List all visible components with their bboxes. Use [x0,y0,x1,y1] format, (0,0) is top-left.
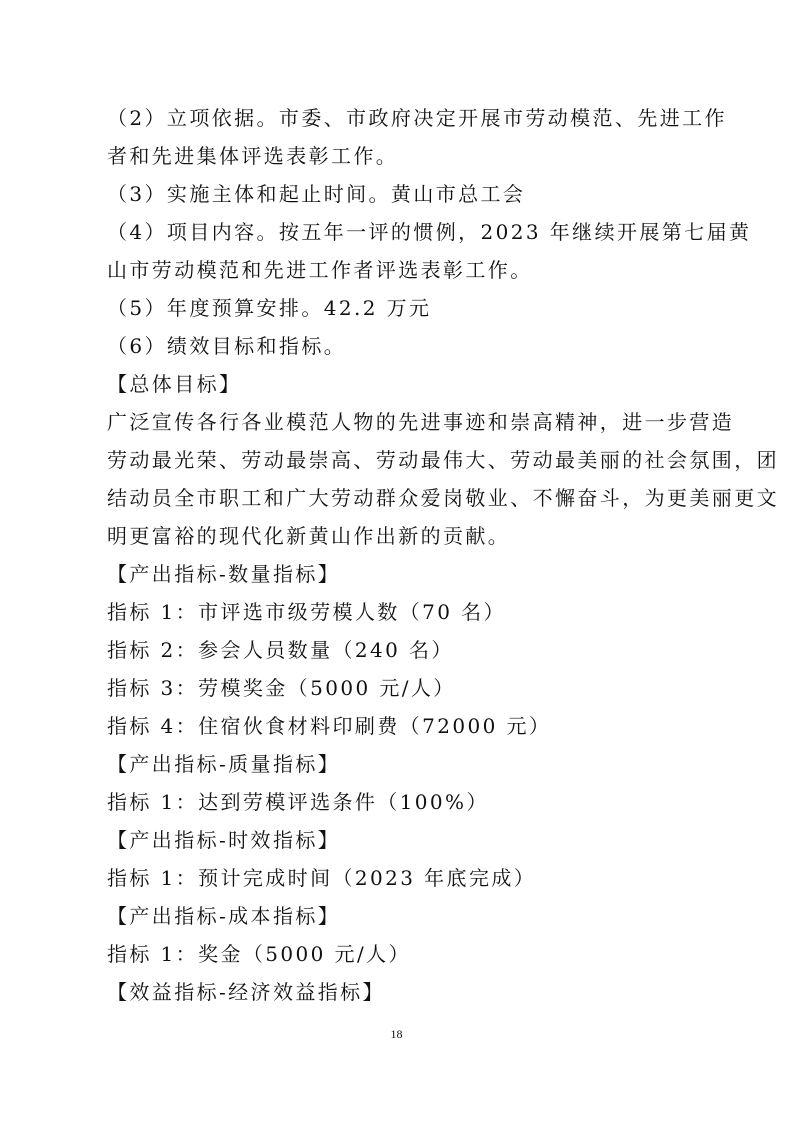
indicator-quantity-3: 指标 3：劳模奖金（5000 元/人） [107,676,456,700]
paragraph-item-5: （5）年度预算安排。42.2 万元 [107,296,432,320]
heading-output-timeliness: 【产出指标-时效指标】 [107,828,341,852]
heading-output-quantity: 【产出指标-数量指标】 [107,562,341,586]
paragraph-item-4-line-1: （4）项目内容。按五年一评的惯例，2023 年继续开展第七届黄 [107,220,752,244]
paragraph-item-3: （3）实施主体和起止时间。黄山市总工会 [107,182,526,206]
heading-output-quality: 【产出指标-质量指标】 [107,752,341,776]
page-number: 18 [390,1027,403,1041]
indicator-quantity-1: 指标 1：市评选市级劳模人数（70 名） [107,600,506,624]
indicator-cost-1: 指标 1：奖金（5000 元/人） [107,942,411,966]
heading-benefit-economic: 【效益指标-经济效益指标】 [107,980,385,1004]
paragraph-item-6: （6）绩效目标和指标。 [107,334,347,358]
heading-overall-goal: 【总体目标】 [107,372,242,396]
goal-paragraph-line-3: 结动员全市职工和广大劳动群众爱岗敬业、不懈奋斗，为更美丽更文 [107,486,779,510]
indicator-quality-1: 指标 1：达到劳模评选条件（100%） [107,790,489,814]
paragraph-item-2-line-2: 者和先进集体评选表彰工作。 [107,144,399,168]
indicator-quantity-2: 指标 2：参会人员数量（240 名） [107,638,454,662]
indicator-quantity-4: 指标 4：住宿伙食材料印刷费（72000 元） [107,714,552,738]
goal-paragraph-line-4: 明更富裕的现代化新黄山作出新的贡献。 [107,524,511,548]
goal-paragraph-line-2: 劳动最光荣、劳动最崇高、劳动最伟大、劳动最美丽的社会氛围，团 [107,448,779,472]
heading-output-cost: 【产出指标-成本指标】 [107,904,341,928]
indicator-timeliness-1: 指标 1：预计完成时间（2023 年底完成） [107,866,537,890]
goal-paragraph-line-1: 广泛宣传各行各业模范人物的先进事迹和崇高精神，进一步营造 [107,410,735,434]
paragraph-item-2-line-1: （2）立项依据。市委、市政府决定开展市劳动模范、先进工作 [107,106,727,130]
paragraph-item-4-line-2: 山市劳动模范和先进工作者评选表彰工作。 [107,258,533,282]
